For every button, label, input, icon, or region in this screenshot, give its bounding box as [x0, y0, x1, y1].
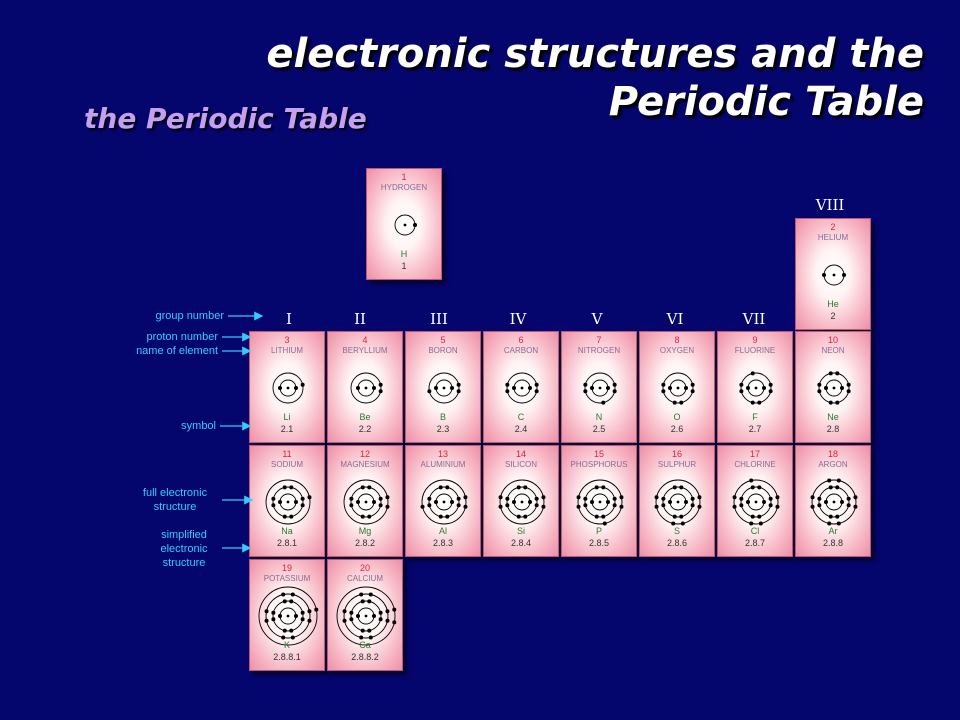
- element-name: CARBON: [503, 346, 539, 355]
- electronic-structure: 2.8.6: [666, 538, 688, 548]
- element-name: NITROGEN: [577, 346, 621, 355]
- proton-number: 3: [284, 335, 290, 345]
- annotation-proton-number: proton number: [146, 331, 218, 343]
- proton-number: 15: [593, 449, 604, 459]
- element-symbol: B: [439, 412, 446, 422]
- element-symbol: Na: [281, 526, 293, 536]
- element-name: SULPHUR: [657, 460, 697, 469]
- electronic-structure: 2.7: [748, 424, 762, 434]
- proton-number: 6: [518, 335, 524, 345]
- proton-number: 7: [596, 335, 602, 345]
- element-name: HYDROGEN: [380, 183, 428, 192]
- group-label-iv: IV: [509, 310, 527, 328]
- element-symbol: Si: [516, 526, 525, 536]
- group-label-vii: VII: [742, 310, 766, 328]
- element-symbol: P: [595, 526, 602, 536]
- element-name: SILICON: [504, 460, 537, 469]
- proton-number: 13: [437, 449, 448, 459]
- slide-subtitle: the Periodic Table: [84, 102, 367, 135]
- element-symbol: F: [752, 412, 758, 422]
- proton-number: 4: [362, 335, 368, 345]
- element-name: LITHIUM: [271, 346, 303, 355]
- electronic-structure: 2.2: [358, 424, 372, 434]
- proton-number: 1: [401, 172, 407, 182]
- electronic-structure: 2.4: [514, 424, 528, 434]
- element-name: SODIUM: [271, 460, 303, 469]
- element-name: CHLORINE: [734, 460, 776, 469]
- title-line-2: Periodic Table: [608, 79, 924, 125]
- proton-number: 17: [749, 449, 760, 459]
- electronic-structure: 2.8.8: [822, 538, 844, 548]
- electronic-structure: 2.8.4: [510, 538, 532, 548]
- electronic-structure: 2.8.7: [744, 538, 766, 548]
- electronic-structure: 2.1: [280, 424, 294, 434]
- element-name: MAGNESIUM: [340, 460, 390, 469]
- electronic-structure: 2.6: [670, 424, 684, 434]
- annotation-line: structure: [162, 557, 206, 569]
- electronic-structure: 2.5: [592, 424, 606, 434]
- electronic-structure: 2.8.8.1: [273, 652, 301, 662]
- group-label-v: V: [591, 310, 603, 328]
- element-symbol: Ca: [359, 640, 371, 650]
- element-name: PHOSPHORUS: [570, 460, 628, 469]
- proton-number: 12: [359, 449, 370, 459]
- proton-number: 11: [282, 449, 292, 459]
- electronic-structure: 2.8.2: [354, 538, 376, 548]
- element-symbol: N: [595, 412, 603, 422]
- electronic-structure: 2.8.5: [588, 538, 610, 548]
- element-name: FLUORINE: [734, 346, 776, 355]
- group-label-vi: VI: [666, 310, 684, 328]
- proton-number: 14: [515, 449, 526, 459]
- electronic-structure: 2.8: [826, 424, 840, 434]
- element-name: BORON: [428, 346, 458, 355]
- annotation-line: electronic: [160, 543, 208, 555]
- element-name: NEON: [821, 346, 845, 355]
- element-name: ARGON: [818, 460, 848, 469]
- proton-number: 9: [752, 335, 758, 345]
- element-symbol: Al: [438, 526, 447, 536]
- element-symbol: H: [400, 249, 408, 259]
- element-symbol: Li: [283, 412, 291, 422]
- element-name: ALUMINIUM: [420, 460, 466, 469]
- group-label-i: I: [286, 310, 292, 328]
- annotation-group-number: group number: [155, 310, 224, 322]
- element-name: HELIUM: [817, 233, 849, 242]
- proton-number: 16: [671, 449, 682, 459]
- element-symbol: Mg: [358, 526, 372, 536]
- element-symbol: C: [517, 412, 525, 422]
- element-symbol: Ar: [828, 526, 838, 536]
- electronic-structure: 2: [830, 311, 836, 321]
- proton-number: 20: [359, 563, 370, 573]
- proton-number: 5: [440, 335, 446, 345]
- electronic-structure: 2.3: [436, 424, 450, 434]
- annotation-line: full electronic: [142, 487, 208, 499]
- element-name: POTASSIUM: [263, 574, 311, 583]
- annotation-line: structure: [153, 501, 197, 513]
- title-line-1: electronic structures and the: [266, 31, 924, 77]
- electronic-structure: 2.8.8.2: [351, 652, 379, 662]
- annotation-name-of-element: name of element: [136, 345, 218, 357]
- element-symbol: O: [673, 412, 681, 422]
- electronic-structure: 1: [401, 261, 407, 271]
- group-label-ii: II: [354, 310, 366, 328]
- proton-number: 2: [830, 222, 836, 232]
- group-label-iii: III: [430, 310, 448, 328]
- proton-number: 18: [827, 449, 838, 459]
- element-symbol: S: [673, 526, 680, 536]
- proton-number: 10: [827, 335, 838, 345]
- proton-number: 8: [674, 335, 680, 345]
- element-symbol: Be: [359, 412, 371, 422]
- proton-number: 19: [281, 563, 292, 573]
- element-name: CALCIUM: [346, 574, 383, 583]
- group-label-viii: VIII: [815, 196, 845, 214]
- element-name: BERYLLIUM: [342, 346, 388, 355]
- element-symbol: Ne: [827, 412, 839, 422]
- element-symbol: K: [283, 640, 290, 650]
- electronic-structure: 2.8.3: [432, 538, 454, 548]
- annotation-symbol: symbol: [181, 420, 216, 432]
- electronic-structure: 2.8.1: [276, 538, 298, 548]
- element-symbol: He: [827, 299, 839, 309]
- element-name: OXYGEN: [659, 346, 695, 355]
- annotation-line: simplified: [161, 529, 207, 541]
- element-symbol: Cl: [750, 526, 760, 536]
